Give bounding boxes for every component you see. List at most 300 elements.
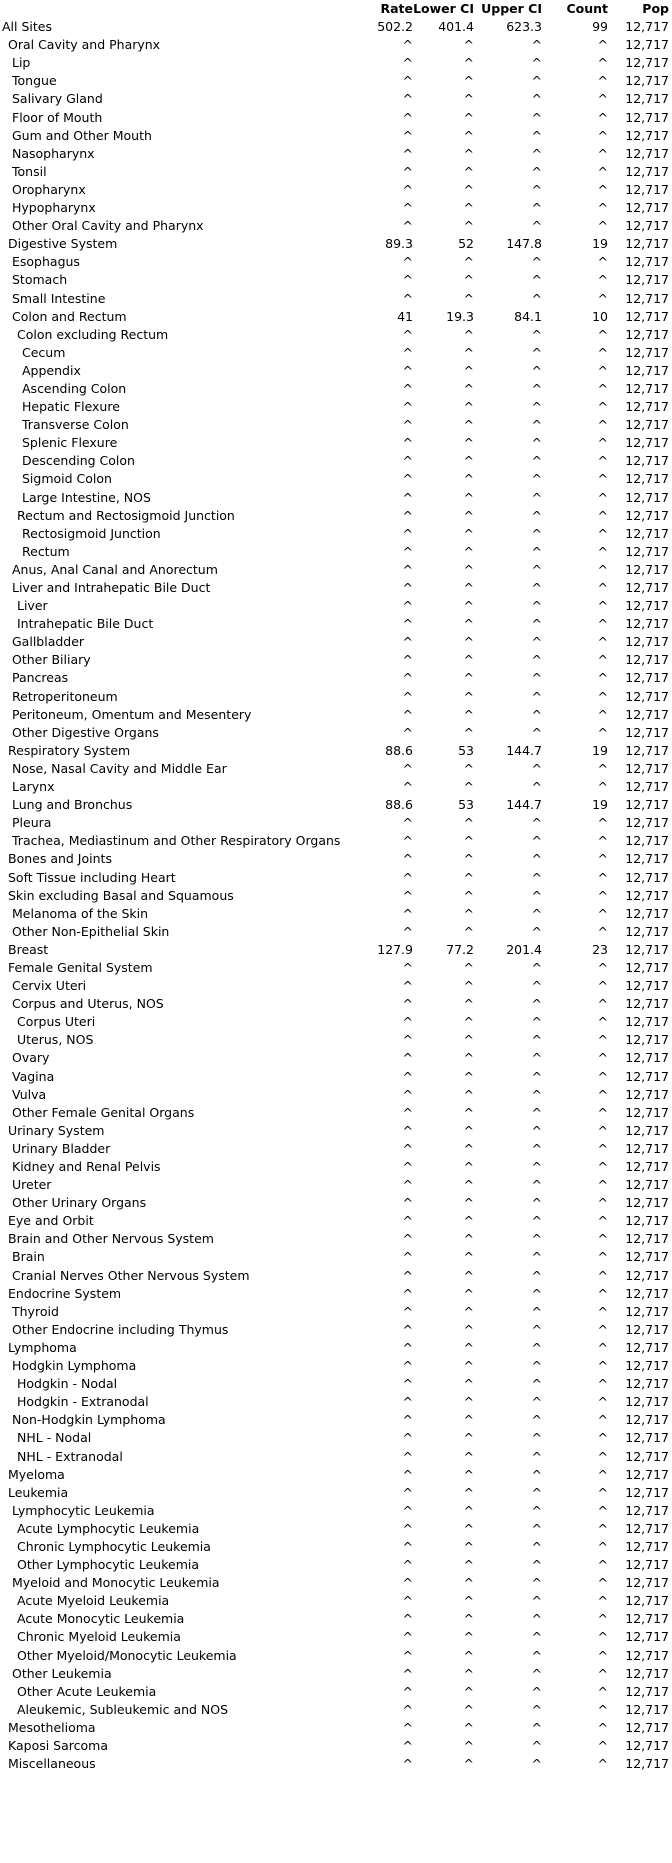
rate-cell: ^: [402, 706, 413, 722]
table-row: [0, 271, 672, 289]
site-label: Hodgkin Lymphoma: [12, 1358, 137, 1374]
lower-ci-cell: ^: [463, 1086, 474, 1102]
lower-ci-cell: ^: [463, 1339, 474, 1355]
count-cell: ^: [597, 1719, 608, 1735]
rate-cell: ^: [402, 417, 413, 433]
pop-cell: 12,717: [625, 1611, 669, 1627]
site-label: Other Digestive Organs: [12, 724, 159, 740]
count-cell: ^: [597, 272, 608, 288]
lower-ci-cell: ^: [463, 163, 474, 179]
pop-cell: 12,717: [625, 91, 669, 107]
pop-cell: 12,717: [625, 706, 669, 722]
count-cell: ^: [597, 1611, 608, 1627]
pop-cell: 12,717: [625, 1267, 669, 1283]
upper-ci-cell: ^: [531, 1339, 542, 1355]
rate-cell: ^: [402, 959, 413, 975]
lower-ci-cell: ^: [463, 978, 474, 994]
rate-cell: ^: [402, 73, 413, 89]
pop-cell: 12,717: [625, 1050, 669, 1066]
pop-cell: 12,717: [625, 453, 669, 469]
upper-ci-cell: ^: [531, 453, 542, 469]
site-label: Kaposi Sarcoma: [8, 1738, 108, 1753]
pop-cell: 12,717: [625, 670, 669, 686]
count-cell: ^: [597, 1213, 608, 1229]
lower-ci-cell: ^: [463, 1303, 474, 1319]
pop-cell: 12,717: [625, 616, 669, 632]
rate-cell: ^: [402, 1050, 413, 1066]
pop-cell: 12,717: [625, 308, 669, 324]
site-label: Kidney and Renal Pelvis: [12, 1159, 161, 1174]
rate-cell: ^: [402, 561, 413, 577]
site-label: Eye and Orbit: [8, 1213, 94, 1229]
count-cell: ^: [597, 489, 608, 505]
site-label: Female Genital System: [8, 959, 153, 975]
pop-cell: 12,717: [625, 1213, 669, 1229]
lower-ci-cell: ^: [463, 1032, 474, 1048]
pop-cell: 12,717: [625, 959, 669, 975]
table-row: [0, 597, 672, 615]
table-row: [0, 1086, 672, 1104]
pop-cell: 12,717: [625, 417, 669, 433]
pop-cell: 12,717: [625, 1538, 669, 1554]
site-label: Endocrine System: [8, 1285, 122, 1301]
pop-cell: 12,717: [625, 127, 669, 143]
upper-ci-cell: ^: [531, 1014, 542, 1030]
pop-cell: 12,717: [625, 399, 669, 415]
upper-ci-cell: ^: [531, 1303, 542, 1319]
rate-cell: ^: [402, 218, 413, 234]
upper-ci-cell: 147.8: [506, 236, 542, 252]
site-label: Gum and Other Mouth: [12, 127, 152, 143]
rate-cell: ^: [402, 1358, 413, 1374]
pop-cell: 12,717: [625, 1738, 669, 1753]
pop-cell: 12,717: [625, 580, 669, 595]
count-cell: ^: [597, 73, 608, 89]
lower-ci-cell: ^: [463, 1701, 474, 1717]
rate-cell: ^: [402, 1629, 413, 1645]
count-cell: ^: [597, 1502, 608, 1518]
site-label: Retroperitoneum: [12, 688, 118, 704]
pop-cell: 12,717: [625, 181, 669, 197]
rate-cell: ^: [402, 1502, 413, 1518]
site-label: Acute Lymphocytic Leukemia: [17, 1520, 200, 1536]
pop-cell: 12,717: [625, 200, 669, 216]
rate-cell: ^: [402, 1575, 413, 1591]
site-label: Ureter: [12, 1177, 52, 1193]
count-cell: ^: [597, 91, 608, 107]
rate-cell: ^: [402, 1285, 413, 1301]
count-cell: ^: [597, 652, 608, 668]
count-cell: 99: [592, 19, 608, 35]
table-row: [0, 344, 672, 362]
rate-cell: ^: [402, 1448, 413, 1464]
site-label: Colon excluding Rectum: [17, 326, 169, 342]
rate-cell: ^: [402, 1068, 413, 1084]
rate-cell: ^: [402, 1484, 413, 1500]
upper-ci-cell: ^: [531, 1195, 542, 1211]
lower-ci-cell: ^: [463, 833, 474, 849]
pop-cell: 12,717: [625, 851, 669, 867]
count-cell: ^: [597, 55, 608, 71]
table-row: [0, 1068, 672, 1086]
table-row: [0, 1737, 672, 1755]
rate-cell: ^: [402, 55, 413, 71]
pop-cell: 12,717: [625, 1358, 669, 1374]
rate-cell: ^: [402, 1122, 413, 1138]
upper-ci-cell: ^: [531, 1502, 542, 1518]
table-row: [0, 724, 672, 742]
table-row: [0, 923, 672, 941]
table-row: [0, 760, 672, 778]
lower-ci-cell: ^: [463, 399, 474, 415]
site-label: Stomach: [12, 272, 68, 288]
lower-ci-cell: ^: [463, 1285, 474, 1301]
lower-ci-cell: ^: [463, 1647, 474, 1663]
table-row: [0, 615, 672, 633]
site-label: Melanoma of the Skin: [12, 905, 149, 921]
site-label: Chronic Myeloid Leukemia: [17, 1629, 181, 1645]
lower-ci-cell: ^: [463, 1629, 474, 1645]
site-label: Anus, Anal Canal and Anorectum: [12, 561, 218, 577]
pop-cell: 12,717: [625, 362, 669, 378]
count-cell: ^: [597, 1647, 608, 1663]
upper-ci-cell: ^: [531, 833, 542, 849]
site-label: Floor of Mouth: [12, 109, 103, 125]
upper-ci-cell: ^: [531, 634, 542, 650]
site-label: Thyroid: [12, 1303, 59, 1319]
count-cell: 10: [592, 308, 608, 324]
rate-cell: ^: [402, 1557, 413, 1573]
table-row: [0, 1248, 672, 1266]
count-cell: ^: [597, 1593, 608, 1609]
lower-ci-cell: ^: [463, 453, 474, 469]
rate-cell: ^: [402, 760, 413, 776]
pop-cell: 12,717: [625, 724, 669, 740]
lower-ci-cell: ^: [463, 127, 474, 143]
lower-ci-cell: ^: [463, 543, 474, 559]
count-cell: ^: [597, 978, 608, 994]
pop-cell: 12,717: [625, 380, 669, 396]
site-label: Miscellaneous: [8, 1756, 96, 1772]
site-label: Pleura: [12, 815, 52, 831]
site-label: Rectum and Rectosigmoid Junction: [17, 507, 235, 523]
rate-cell: ^: [402, 1665, 413, 1681]
lower-ci-cell: ^: [463, 1213, 474, 1229]
site-label: Corpus and Uterus, NOS: [12, 996, 164, 1012]
upper-ci-cell: ^: [531, 435, 542, 451]
site-label: NHL - Extranodal: [17, 1448, 123, 1464]
table-row: [0, 742, 672, 760]
lower-ci-cell: ^: [463, 1231, 474, 1247]
rate-cell: ^: [402, 525, 413, 541]
lower-ci-cell: ^: [463, 344, 474, 360]
rate-cell: ^: [402, 1466, 413, 1482]
site-label: Acute Myeloid Leukemia: [17, 1593, 170, 1609]
pop-cell: 12,717: [625, 55, 669, 71]
count-cell: 23: [592, 941, 608, 957]
table-row: [0, 217, 672, 235]
table-row: [0, 1285, 672, 1303]
header-row: [0, 0, 672, 18]
rate-cell: ^: [402, 1683, 413, 1699]
rate-cell: ^: [402, 1611, 413, 1627]
count-cell: ^: [597, 833, 608, 849]
site-label: Liver and Intrahepatic Bile Duct: [12, 580, 211, 595]
table-row: [0, 832, 672, 850]
site-label: Gallbladder: [12, 634, 85, 650]
upper-ci-cell: ^: [531, 1430, 542, 1446]
site-label: Cervix Uteri: [12, 978, 87, 994]
upper-ci-cell: ^: [531, 181, 542, 197]
upper-ci-cell: ^: [531, 362, 542, 378]
count-cell: ^: [597, 1557, 608, 1573]
rate-cell: 127.9: [377, 941, 413, 957]
count-cell: ^: [597, 362, 608, 378]
upper-ci-cell: ^: [531, 779, 542, 795]
table-row: [0, 1647, 672, 1665]
upper-ci-cell: ^: [531, 1177, 542, 1193]
pop-cell: 12,717: [625, 905, 669, 921]
table-row: [0, 362, 672, 380]
site-label: Vagina: [12, 1068, 55, 1084]
upper-ci-cell: ^: [531, 1520, 542, 1536]
table-row: [0, 326, 672, 344]
site-label: Lip: [12, 55, 31, 71]
table-row: [0, 1502, 672, 1520]
rate-cell: ^: [402, 580, 413, 595]
rate-cell: ^: [402, 1321, 413, 1337]
header-upper-ci: Upper CI: [481, 1, 542, 16]
site-label: Oropharynx: [12, 181, 86, 197]
lower-ci-cell: ^: [463, 1502, 474, 1518]
upper-ci-cell: ^: [531, 399, 542, 415]
count-cell: ^: [597, 471, 608, 487]
count-cell: ^: [597, 163, 608, 179]
site-label: Descending Colon: [22, 453, 135, 469]
count-cell: 19: [592, 797, 608, 813]
lower-ci-cell: ^: [463, 1068, 474, 1084]
table-row: [0, 1140, 672, 1158]
table-row: [0, 72, 672, 90]
upper-ci-cell: ^: [531, 37, 542, 53]
lower-ci-cell: ^: [463, 200, 474, 216]
count-cell: ^: [597, 851, 608, 867]
table-row: [0, 1321, 672, 1339]
upper-ci-cell: ^: [531, 1701, 542, 1717]
upper-ci-cell: ^: [531, 525, 542, 541]
lower-ci-cell: ^: [463, 1520, 474, 1536]
rate-cell: ^: [402, 978, 413, 994]
site-label: Urinary Bladder: [12, 1140, 111, 1156]
upper-ci-cell: ^: [531, 73, 542, 89]
lower-ci-cell: ^: [463, 670, 474, 686]
pop-cell: 12,717: [625, 272, 669, 288]
lower-ci-cell: ^: [463, 181, 474, 197]
table-row: [0, 109, 672, 127]
count-cell: ^: [597, 254, 608, 270]
table-row: [0, 706, 672, 724]
count-cell: ^: [597, 1683, 608, 1699]
lower-ci-cell: 53: [458, 742, 474, 758]
rate-cell: ^: [402, 1538, 413, 1554]
lower-ci-cell: ^: [463, 634, 474, 650]
count-cell: ^: [597, 1249, 608, 1265]
pop-cell: 12,717: [625, 887, 669, 903]
site-label: Vulva: [12, 1086, 47, 1102]
table-row: [0, 561, 672, 579]
lower-ci-cell: ^: [463, 1538, 474, 1554]
count-cell: ^: [597, 1177, 608, 1193]
site-label: Other Myeloid/Monocytic Leukemia: [17, 1647, 237, 1663]
site-label: Trachea, Mediastinum and Other Respiratory Organs: [12, 833, 341, 849]
site-label: Acute Monocytic Leukemia: [17, 1611, 185, 1627]
upper-ci-cell: ^: [531, 923, 542, 939]
rate-cell: 502.2: [377, 19, 413, 35]
rate-cell: ^: [402, 471, 413, 487]
count-cell: ^: [597, 525, 608, 541]
rate-cell: 89.3: [385, 236, 413, 252]
table-row: [0, 36, 672, 54]
upper-ci-cell: ^: [531, 851, 542, 867]
pop-cell: 12,717: [625, 833, 669, 849]
count-cell: ^: [597, 1358, 608, 1374]
site-label: Large Intestine, NOS: [22, 489, 151, 505]
table-row: [0, 127, 672, 145]
count-cell: ^: [597, 127, 608, 143]
site-label: All Sites: [2, 19, 52, 35]
pop-cell: 12,717: [625, 1177, 669, 1193]
lower-ci-cell: ^: [463, 1376, 474, 1392]
site-label: Oral Cavity and Pharynx: [8, 37, 161, 53]
lower-ci-cell: ^: [463, 580, 474, 595]
site-label: Rectosigmoid Junction: [22, 525, 161, 541]
count-cell: ^: [597, 1231, 608, 1247]
pop-cell: 12,717: [625, 869, 669, 885]
upper-ci-cell: ^: [531, 1448, 542, 1464]
table-row: [0, 1683, 672, 1701]
pop-cell: 12,717: [625, 326, 669, 342]
count-cell: ^: [597, 1575, 608, 1591]
table-row: [0, 887, 672, 905]
pop-cell: 12,717: [625, 652, 669, 668]
lower-ci-cell: ^: [463, 996, 474, 1012]
site-label: Tongue: [12, 73, 57, 89]
lower-ci-cell: ^: [463, 1665, 474, 1681]
pop-cell: 12,717: [625, 688, 669, 704]
upper-ci-cell: ^: [531, 1231, 542, 1247]
table-row: [0, 1013, 672, 1031]
pop-cell: 12,717: [625, 218, 669, 234]
site-label: Brain and Other Nervous System: [8, 1231, 214, 1247]
lower-ci-cell: ^: [463, 254, 474, 270]
pop-cell: 12,717: [625, 525, 669, 541]
lower-ci-cell: ^: [463, 923, 474, 939]
lower-ci-cell: ^: [463, 1448, 474, 1464]
pop-cell: 12,717: [625, 742, 669, 758]
count-cell: ^: [597, 1394, 608, 1410]
site-label: Larynx: [12, 779, 55, 795]
rate-cell: ^: [402, 543, 413, 559]
rate-cell: ^: [402, 779, 413, 795]
upper-ci-cell: ^: [531, 1629, 542, 1645]
lower-ci-cell: ^: [463, 1122, 474, 1138]
lower-ci-cell: ^: [463, 507, 474, 523]
site-label: Other Leukemia: [12, 1665, 112, 1681]
count-cell: ^: [597, 1195, 608, 1211]
table-row: [0, 525, 672, 543]
pop-cell: 12,717: [625, 489, 669, 505]
pop-cell: 12,717: [625, 1159, 669, 1174]
site-label: Skin excluding Basal and Squamous: [8, 887, 234, 903]
upper-ci-cell: ^: [531, 869, 542, 885]
table-row: [0, 1339, 672, 1357]
table-row: [0, 253, 672, 271]
upper-ci-cell: ^: [531, 1249, 542, 1265]
upper-ci-cell: ^: [531, 91, 542, 107]
upper-ci-cell: ^: [531, 996, 542, 1012]
rate-cell: ^: [402, 1231, 413, 1247]
upper-ci-cell: ^: [531, 1683, 542, 1699]
table-row: [0, 995, 672, 1013]
pop-cell: 12,717: [625, 435, 669, 451]
count-cell: ^: [597, 815, 608, 831]
rate-cell: 88.6: [385, 742, 413, 758]
rate-cell: ^: [402, 1086, 413, 1102]
lower-ci-cell: ^: [463, 525, 474, 541]
site-label: Tonsil: [12, 163, 47, 179]
upper-ci-cell: ^: [531, 1719, 542, 1735]
pop-cell: 12,717: [625, 1394, 669, 1410]
site-label: Ascending Colon: [22, 380, 127, 396]
table-row: [0, 181, 672, 199]
count-cell: ^: [597, 507, 608, 523]
count-cell: ^: [597, 634, 608, 650]
count-cell: ^: [597, 923, 608, 939]
upper-ci-cell: ^: [531, 543, 542, 559]
count-cell: ^: [597, 453, 608, 469]
header-count: Count: [566, 1, 608, 16]
upper-ci-cell: ^: [531, 1376, 542, 1392]
site-label: Peritoneum, Omentum and Mesentery: [12, 706, 252, 722]
lower-ci-cell: ^: [463, 1177, 474, 1193]
pop-cell: 12,717: [625, 1665, 669, 1681]
rate-cell: ^: [402, 453, 413, 469]
pop-cell: 12,717: [625, 344, 669, 360]
site-label: Ovary: [12, 1050, 50, 1066]
rate-cell: ^: [402, 344, 413, 360]
upper-ci-cell: ^: [531, 1466, 542, 1482]
count-cell: ^: [597, 1665, 608, 1681]
rate-cell: ^: [402, 887, 413, 903]
lower-ci-cell: ^: [463, 290, 474, 306]
pop-cell: 12,717: [625, 1701, 669, 1717]
table-row: [0, 1484, 672, 1502]
lower-ci-cell: ^: [463, 471, 474, 487]
table-row: [0, 1267, 672, 1285]
site-label: Hypopharynx: [12, 200, 96, 216]
pop-cell: 12,717: [625, 507, 669, 523]
count-cell: ^: [597, 417, 608, 433]
pop-cell: 12,717: [625, 1557, 669, 1573]
rate-cell: ^: [402, 1303, 413, 1319]
upper-ci-cell: ^: [531, 200, 542, 216]
table-row: [0, 235, 672, 253]
pop-cell: 12,717: [625, 1032, 669, 1048]
lower-ci-cell: ^: [463, 380, 474, 396]
count-cell: 19: [592, 742, 608, 758]
lower-ci-cell: ^: [463, 1738, 474, 1753]
site-label: Cecum: [22, 344, 66, 360]
